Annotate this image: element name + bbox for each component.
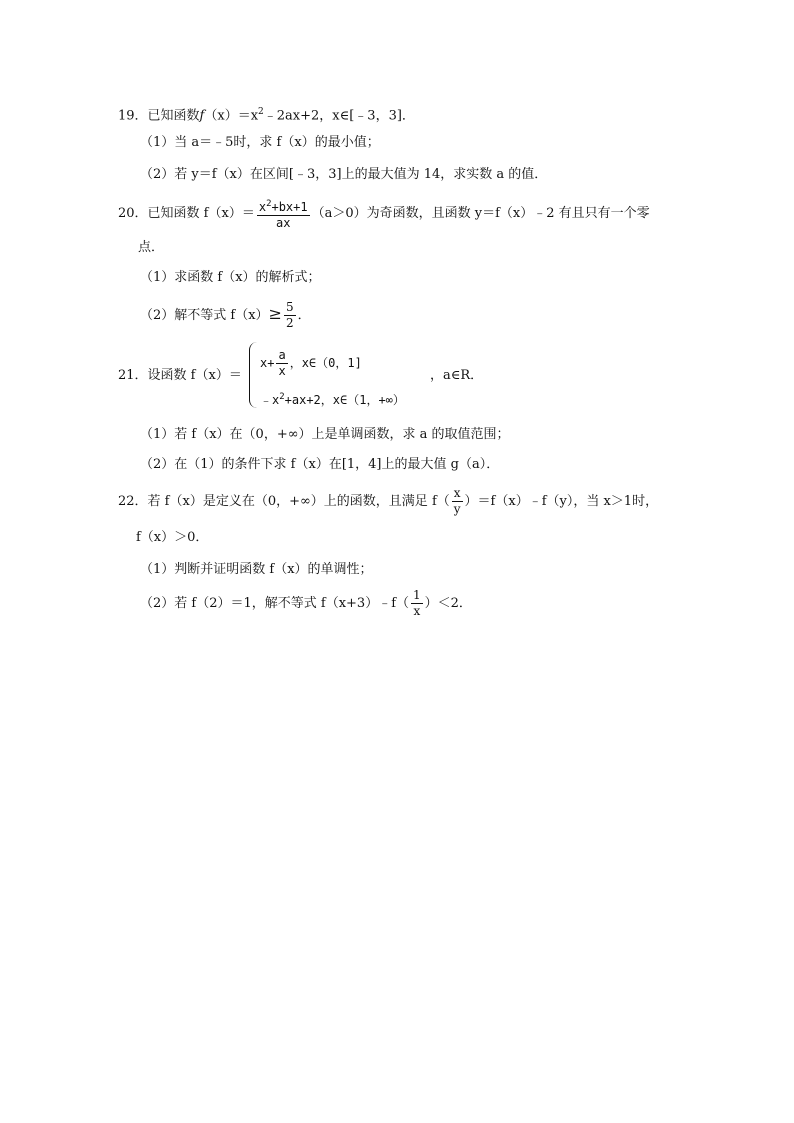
q21-piecewise-brace (249, 342, 259, 408)
q21-case1: x+ $\frac{a}{x}$ ，x∈（0，1] (260, 348, 362, 378)
q21-case2: $﹣x^2+ax+2$，x∈（1，+∞） (260, 392, 405, 407)
q19-part1: （1）当 a＝﹣5时，求 f（x）的最小值； (140, 135, 380, 150)
q20-stem-cont: 点． (138, 240, 165, 255)
q22-part1: （1）判断并证明函数 f（x）的单调性； (140, 562, 373, 577)
q20-part1: （1）求函数 f（x）的解析式； (140, 270, 321, 285)
q19-stem: 19．已知函数$f(x)=x^2﹣2ax+2$，x∈[﹣3，3]． (118, 107, 415, 124)
q22-stem: 22．若 f（x）是定义在（0，+∞）上的函数，且满足 f（ $\frac{x}{y}$ ）＝f（x）﹣f（y），当 x＞1时， (118, 486, 659, 516)
q20-fraction: $\frac{x^2+bx+1}{ax}$ (258, 198, 308, 230)
q22-fraction: $\frac{x}{y}$ (453, 486, 461, 516)
q21-stem-label: 21．设函数 f（x）＝ (118, 368, 242, 383)
q21-part2: （2）在（1）的条件下求 f（x）在[1，4]上的最大值 g（a）． (140, 457, 500, 472)
q21-stem-end: ，a∈R． (430, 368, 484, 383)
q20-part2-fraction: $\frac{5}{2}$ (285, 300, 294, 330)
q20-part2: （2）解不等式 f（x）≥ $\frac{5}{2}$ ． (140, 300, 311, 330)
q19-part2: （2）若 y＝f（x）在区间[﹣3，3]上的最大值为 14，求实数 a 的值． (140, 167, 548, 182)
q22-part2: （2）若 f（2）＝1，解不等式 f（x+3）﹣f（ $\frac{1}{x}$ ）＜2． (140, 588, 472, 618)
q20-stem: 20．已知函数 f（x）＝ $\frac{x^2+bx+1}{ax}$ （a＞0）为奇函数，且函数 y＝f（x）﹣2 有且只有一个零 (118, 198, 650, 230)
q22-part2-fraction: $\frac{1}{x}$ (413, 588, 421, 618)
q21-part1: （1）若 f（x）在（0，+∞）上是单调函数，求 a 的取值范围； (140, 427, 510, 442)
q22-stem-cont: f（x）＞0． (136, 530, 209, 545)
